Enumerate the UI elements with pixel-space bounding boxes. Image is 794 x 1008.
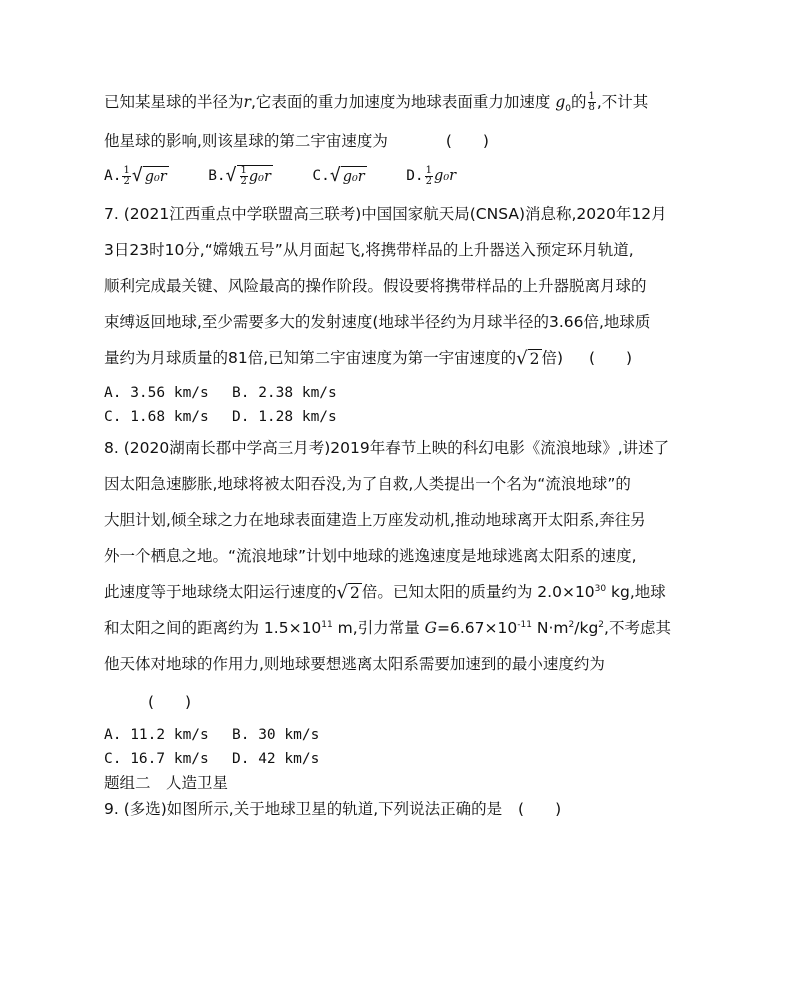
q7-option-b: B. 2.38 km/s: [232, 385, 337, 401]
q6-fraction: [588, 92, 596, 113]
answer-blank: ( ): [518, 800, 562, 818]
q8-text: =6.67×10: [437, 619, 518, 637]
q7-option-d: D. 1.28 km/s: [232, 409, 337, 425]
q6-var-g: g: [555, 93, 566, 111]
q7-line-4: 束缚返回地球,至少需要多大的发射速度(地球半径约为月球半径的3.66倍,地球质: [104, 313, 651, 331]
q7-line-2: 3日23时10分,“嫦娥五号”从月面起飞,将携带样品的上升器送入预定环月轨道,: [104, 241, 634, 259]
q7-text: 量约为月球质量的81倍,已知第二宇宙速度为第一宇宙速度的: [104, 349, 517, 367]
q6-var-g-sub: 0: [565, 104, 571, 115]
q6-options: [104, 165, 456, 187]
q8-text: 倍。已知太阳的质量约为 2.0×10: [361, 583, 595, 601]
radical-icon: √: [336, 581, 348, 603]
exponent: 2: [568, 619, 575, 630]
sqrt-sign: [337, 583, 362, 603]
radicand-text: g₀r: [248, 168, 271, 185]
exponent: 11: [321, 619, 333, 630]
q8-line-2: 因太阳急速膨胀,地球将被太阳吞没,为了自救,人类提出一个名为“流浪地球”的: [104, 475, 631, 493]
frac-num: 1: [123, 164, 130, 176]
q8-text: ,不考虑其: [604, 619, 671, 637]
q6-text: ,不计其: [596, 93, 649, 111]
radicand: 2: [350, 583, 360, 602]
q6-text: 的: [570, 93, 587, 111]
radicand: 2: [529, 349, 540, 368]
q6-text: 已知某星球的半径为: [104, 93, 244, 111]
frac-num: 1: [425, 164, 433, 176]
option-text: g₀r: [434, 168, 457, 184]
option-label: D.: [406, 168, 424, 184]
sqrt-sign: [330, 166, 367, 187]
q7-line-3: 顺利完成最关键、风险最高的操作阶段。假设要将携带样品的上升器脱离月球的: [104, 277, 647, 295]
radical-icon: √: [329, 164, 341, 186]
radicand: g₀r: [341, 166, 367, 187]
q8-line-5: [104, 582, 666, 603]
q8-text: 此速度等于地球绕太阳运行速度的: [104, 583, 337, 601]
q6-var-r: r: [243, 93, 251, 111]
q8-line-4: 外一个栖息之地。“流浪地球”计划中地球的逃逸速度是地球逃离太阳系的速度,: [104, 547, 637, 565]
q7-options-row-2: [104, 407, 337, 427]
option-fraction: [122, 166, 130, 187]
frac-den: 2: [240, 176, 247, 187]
exponent: 30: [594, 583, 607, 594]
q8-line-7: 他天体对地球的作用力,则地球要想逃离太阳系需要加速到的最小速度约为: [104, 655, 605, 673]
q8-option-a: A. 11.2 km/s: [104, 727, 209, 743]
frac-num: 1: [588, 91, 595, 102]
answer-blank: ( ): [588, 349, 633, 367]
q7-text: 倍): [541, 349, 564, 367]
option-label: B.: [208, 168, 226, 184]
sqrt-sign: [132, 166, 169, 187]
frac-den: 8: [588, 102, 595, 113]
q8-option-d: D. 42 km/s: [232, 751, 320, 767]
sqrt-sign: [516, 349, 541, 369]
radicand: g₀r: [143, 166, 169, 187]
sqrt-sign: [226, 165, 273, 187]
radical-icon: √: [131, 164, 143, 186]
q8-text: /kg: [574, 619, 599, 637]
frac-den: 2: [425, 175, 433, 187]
q8-option-b: B. 30 km/s: [232, 727, 320, 743]
option-fraction: [240, 166, 248, 187]
option-label: A.: [104, 168, 122, 184]
q8-answer-blank: ( ): [148, 693, 192, 711]
q8-text: N·m: [531, 619, 569, 637]
q9-line-1: [104, 799, 561, 819]
radicand: [237, 165, 273, 187]
option-label: C.: [312, 168, 330, 184]
q8-line-6: [104, 618, 671, 638]
q8-options-row-2: [104, 749, 319, 769]
q8-text: 和太阳之间的距离约为 1.5×10: [104, 619, 322, 637]
q7-option-a: A. 3.56 km/s: [104, 385, 209, 401]
q8-text: kg,地球: [606, 583, 666, 601]
q6-text: ,它表面的重力加速度为地球表面重力加速度: [250, 93, 551, 111]
q6-option-c: [312, 166, 366, 187]
q8-options-row-1: [104, 725, 319, 745]
frac-num: 1: [240, 165, 247, 176]
q8-option-c: C. 16.7 km/s: [104, 751, 209, 767]
q6-option-a: [104, 166, 169, 187]
q6-line-2: [104, 131, 489, 151]
frac-den: 2: [123, 175, 130, 187]
q8-line-1: 8. (2020湖南长郡中学高三月考)2019年春节上映的科幻电影《流浪地球》,讲述了: [104, 439, 670, 457]
radical-icon: √: [225, 164, 237, 186]
answer-blank: ( ): [445, 132, 489, 150]
q7-line-1: 7. (2021江西重点中学联盟高三联考)中国国家航天局(CNSA)消息称,2020年12月: [104, 205, 667, 223]
group-2-heading: 题组二 人造卫星: [104, 774, 229, 792]
q8-text: m,引力常量: [332, 619, 425, 637]
q9-text: 9. (多选)如图所示,关于地球卫星的轨道,下列说法正确的是: [104, 800, 503, 818]
q6-text: 他星球的影响,则该星球的第二宇宙速度为: [104, 132, 388, 150]
exponent: -11: [517, 619, 532, 630]
q6-option-d: [406, 166, 456, 187]
q6-line-1: [104, 92, 648, 113]
q6-option-b: [208, 165, 273, 187]
exponent: 2: [598, 619, 605, 630]
q7-options-row-1: [104, 383, 337, 403]
radical-icon: √: [516, 347, 528, 369]
q8-line-3: 大胆计划,倾全球之力在地球表面建造上万座发动机,推动地球离开太阳系,奔往另: [104, 511, 646, 529]
q7-option-c: C. 1.68 km/s: [104, 409, 209, 425]
var-G: G: [424, 619, 438, 637]
option-fraction: [425, 166, 433, 187]
q7-line-5: [104, 348, 632, 369]
